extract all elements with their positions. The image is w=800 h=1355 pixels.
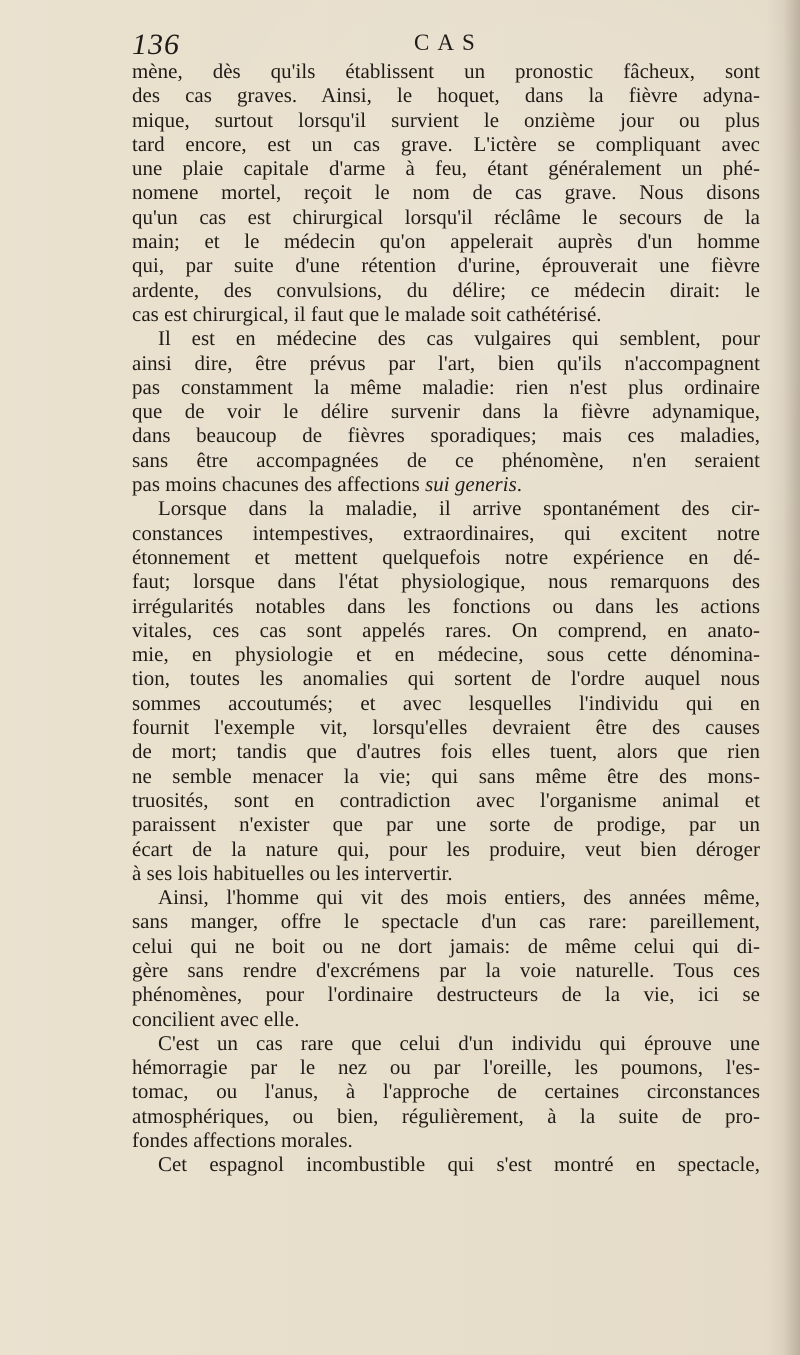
text-line: sans être accompagnées de ce phénomène, n'en seraient <box>132 447 760 472</box>
text-line: mique, surtout lorsqu'il survient le onzième jour ou plus <box>132 107 760 132</box>
text-line: constances intempestives, extraordinaires, qui excitent notre <box>132 520 760 545</box>
text-line: qui, par suite d'une rétention d'urine, éprouverait une fièvre <box>132 253 760 278</box>
paragraph-2 <box>132 326 760 496</box>
paragraph-5 <box>132 1031 760 1152</box>
text-line: à ses lois habituelles ou les intervertir. <box>132 860 453 885</box>
text-line: concilient avec elle. <box>132 1006 300 1031</box>
text-line: atmosphériques, ou bien, régulièrement, à la suite de pro- <box>132 1103 760 1128</box>
text-line: paraissent n'exister que par une sorte de prodige, par un <box>132 812 760 837</box>
italic-term: sui generis <box>425 472 517 497</box>
text-line: des cas graves. Ainsi, le hoquet, dans la fièvre adyna- <box>132 83 760 108</box>
text-line: tard encore, est un cas grave. L'ictère se compliquant avec <box>132 131 760 156</box>
text-line: mie, en physiologie et en médecine, sous cette dénomina- <box>132 642 760 667</box>
text-line: ne semble menacer la vie; qui sans même être des mons- <box>132 763 760 788</box>
text-line: C'est un cas rare que celui d'un individu qui éprouve une <box>158 1030 760 1055</box>
text-line: que de voir le délire survenir dans la fièvre adynamique, <box>132 399 760 424</box>
text-line: faut; lorsque dans l'état physiologique, nous remarquons des <box>132 569 760 594</box>
page-edge-shadow <box>766 0 800 1355</box>
text-line: Cet espagnol incombustible qui s'est montré en spectacle, <box>158 1152 760 1177</box>
text-line: de mort; tandis que d'autres fois elles tuent, alors que rien <box>132 739 760 764</box>
page-number: 136 <box>132 28 180 61</box>
text-line: phénomènes, pour l'ordinaire destructeurs de la vie, ici se <box>132 982 760 1007</box>
text-line: une plaie capitale d'arme à feu, étant généralement un phé- <box>132 156 760 181</box>
text-line: cas est chirurgical, il faut que le malade soit cathétérisé. <box>132 301 602 326</box>
body-text <box>132 59 760 1177</box>
text-line: écart de la nature qui, pour les produire, veut bien déroger <box>132 836 760 861</box>
text-line: sommes accoutumés; et avec lesquelles l'individu qui en <box>132 690 760 715</box>
text-line: celui qui ne boit ou ne dort jamais: de même celui qui di- <box>132 933 760 958</box>
text-line: sans manger, offre le spectacle d'un cas rare: pareillement, <box>132 909 760 934</box>
text-line: tion, toutes les anomalies qui sortent de l'ordre auquel nous <box>132 666 760 691</box>
text-line: mène, dès qu'ils établissent un pronostic fâcheux, sont <box>132 59 760 83</box>
text-line: irrégularités notables dans les fonctions ou dans les actions <box>132 593 760 618</box>
text-line: fondes affections morales. <box>132 1128 353 1153</box>
text-line <box>132 472 760 496</box>
text-line: Ainsi, l'homme qui vit des mois entiers, des années même, <box>158 885 760 910</box>
text-line: main; et le médecin qu'on appelerait auprès d'un homme <box>132 229 760 254</box>
paragraph-4 <box>132 885 760 1031</box>
text-line: tomac, ou l'anus, à l'approche de certaines circonstances <box>132 1079 760 1104</box>
text-line: vitales, ces cas sont appelés rares. On comprend, en anato- <box>132 617 760 642</box>
text-line: Il est en médecine des cas vulgaires qui semblent, pour <box>158 326 760 351</box>
text-line: nomene mortel, reçoit le nom de cas grave. Nous disons <box>132 180 760 205</box>
text-line: Lorsque dans la maladie, il arrive spontanément des cir- <box>158 496 760 521</box>
text-fragment: . <box>516 472 523 497</box>
text-line: pas constamment la même maladie: rien n'est plus ordinaire <box>132 374 760 399</box>
text-line: truosités, sont en contradiction avec l'organisme animal et <box>132 787 760 812</box>
text-line: gère sans rendre d'excrémens par la voie naturelle. Tous ces <box>132 957 760 982</box>
running-head: CAS <box>414 30 483 55</box>
text-line: dans beaucoup de fièvres sporadiques; mais ces maladies, <box>132 423 760 448</box>
text-line: fournit l'exemple vit, lorsqu'elles devraient être des causes <box>132 715 760 740</box>
paragraph-3 <box>132 496 760 885</box>
paragraph-6 <box>132 1152 760 1176</box>
paragraph-1 <box>132 59 760 326</box>
text-line: hémorragie par le nez ou par l'oreille, les poumons, l'es- <box>132 1055 760 1080</box>
text-line: ainsi dire, être prévus par l'art, bien qu'ils n'accompagnent <box>132 350 760 375</box>
text-line: ardente, des convulsions, du délire; ce médecin dirait: le <box>132 277 760 302</box>
text-line: étonnement et mettent quelquefois notre expérience en dé- <box>132 544 760 569</box>
text-line: qu'un cas est chirurgical lorsqu'il réclâme le secours de la <box>132 204 760 229</box>
page-header <box>132 28 760 62</box>
text-fragment: pas moins chacunes des affections <box>132 472 426 497</box>
